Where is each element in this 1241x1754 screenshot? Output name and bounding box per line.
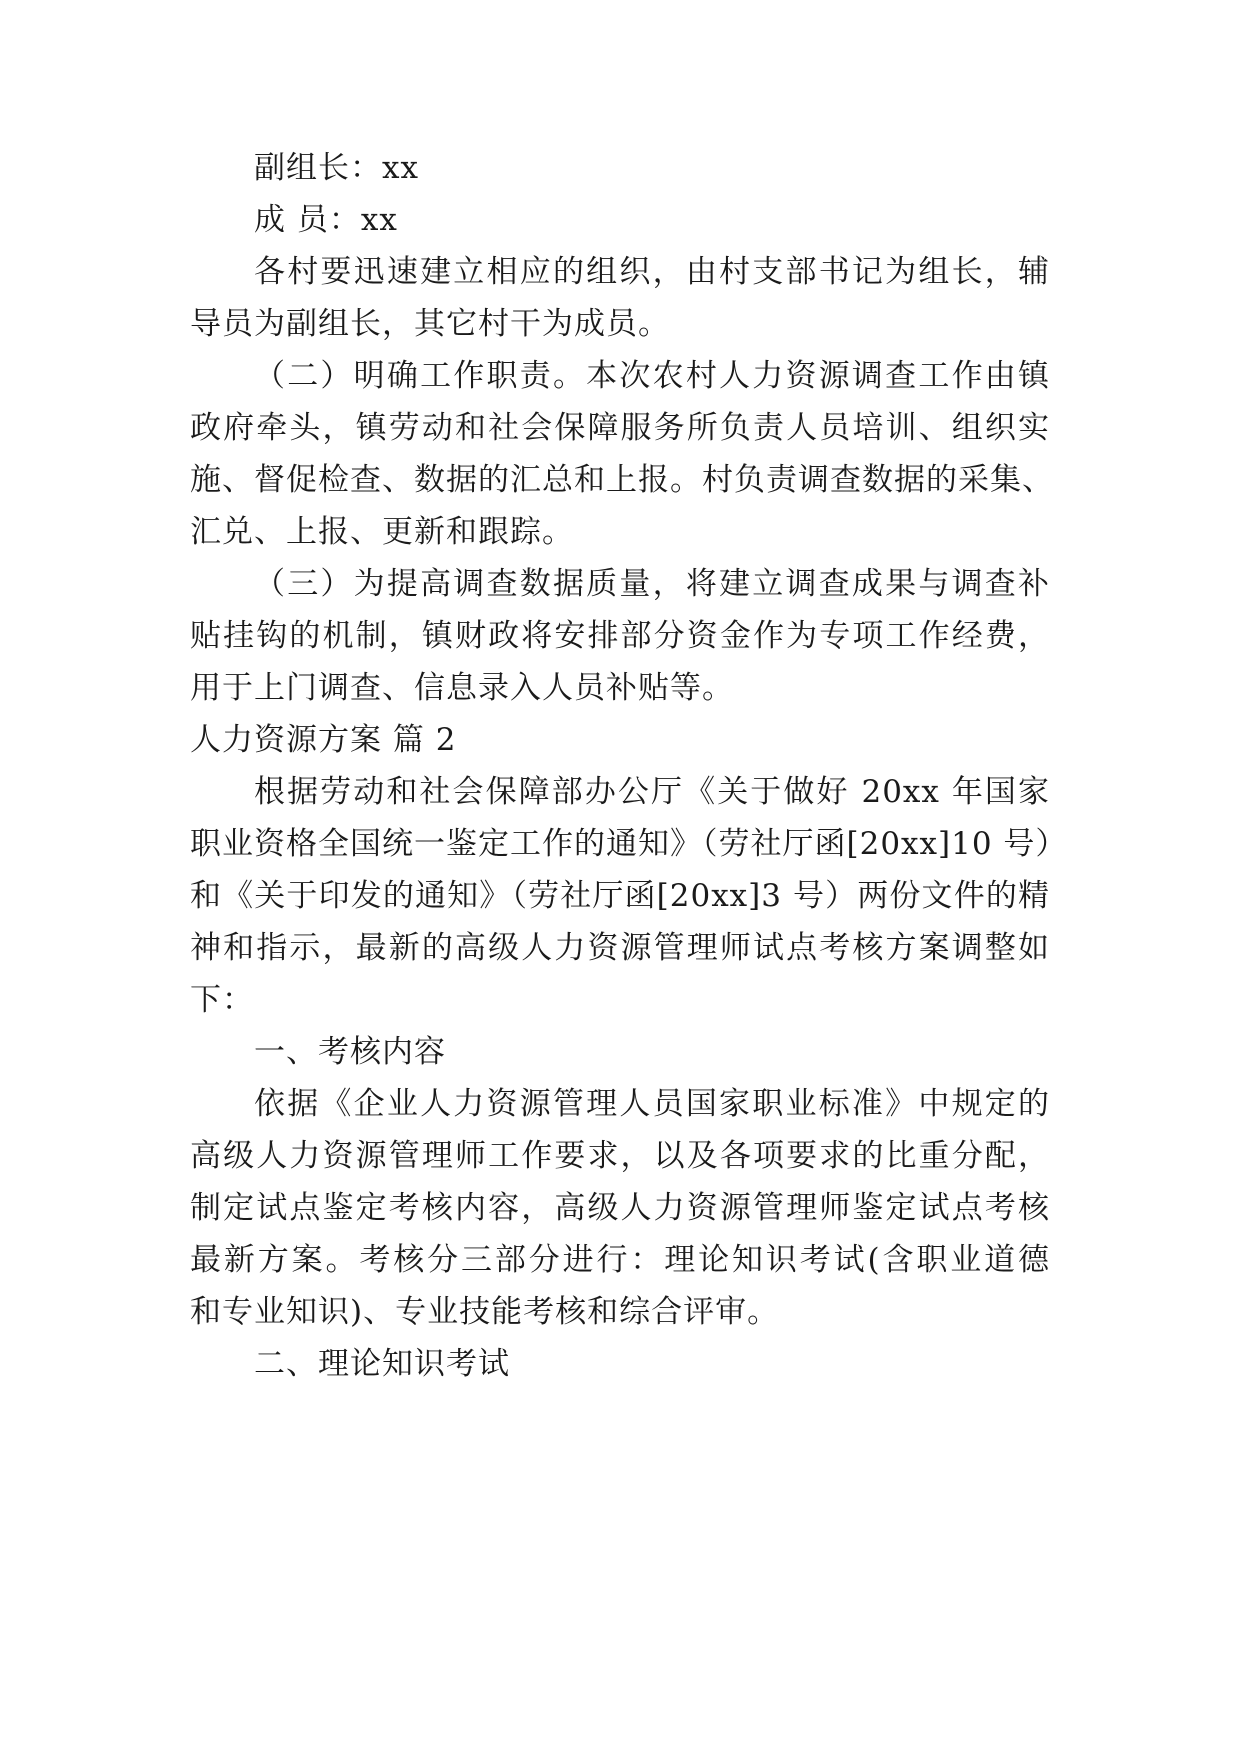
text-line-members: 成 员：xx: [254, 202, 398, 238]
subsection-heading: 一、考核内容: [254, 1034, 446, 1070]
text-line: 施、督促检查、数据的汇总和上报。村负责调查数据的采集、: [190, 462, 1054, 498]
text-line: （三）为提高调查数据质量，将建立调查成果与调查补: [254, 566, 1050, 602]
text-line: 根据劳动和社会保障部办公厅《关于做好 20xx 年国家: [254, 774, 1050, 810]
text-line: 神和指示，最新的高级人力资源管理师试点考核方案调整如: [190, 930, 1050, 966]
subsection-heading: 二、理论知识考试: [254, 1346, 510, 1382]
text-line: 和专业知识)、专业技能考核和综合评审。: [190, 1294, 780, 1330]
text-line: 政府牵头，镇劳动和社会保障服务所负责人员培训、组织实: [190, 410, 1050, 446]
text-line: 用于上门调查、信息录入人员补贴等。: [190, 670, 734, 706]
text-line: 汇兑、上报、更新和跟踪。: [190, 514, 574, 550]
text-line: 制定试点鉴定考核内容，高级人力资源管理师鉴定试点考核: [190, 1190, 1050, 1226]
text-line: 各村要迅速建立相应的组织，由村支部书记为组长，辅: [254, 254, 1050, 290]
text-line-deputy-leader: 副组长：xx: [254, 150, 419, 186]
text-line: 依据《企业人力资源管理人员国家职业标准》中规定的: [254, 1086, 1050, 1122]
section-heading: 人力资源方案 篇 2: [190, 722, 457, 758]
text-line: 和《关于印发的通知》（劳社厅函[20xx]3 号）两份文件的精: [190, 878, 1050, 914]
text-line: （二）明确工作职责。本次农村人力资源调查工作由镇: [254, 358, 1050, 394]
text-line: 导员为副组长，其它村干为成员。: [190, 306, 670, 342]
text-line: 贴挂钩的机制，镇财政将安排部分资金作为专项工作经费，: [190, 618, 1050, 654]
text-line: 职业资格全国统一鉴定工作的通知》（劳社厅函[20xx]10 号）: [190, 826, 1068, 862]
text-line: 最新方案。考核分三部分进行：理论知识考试(含职业道德: [190, 1242, 1050, 1278]
text-line: 高级人力资源管理师工作要求，以及各项要求的比重分配，: [190, 1138, 1050, 1174]
text-line: 下：: [190, 982, 254, 1018]
